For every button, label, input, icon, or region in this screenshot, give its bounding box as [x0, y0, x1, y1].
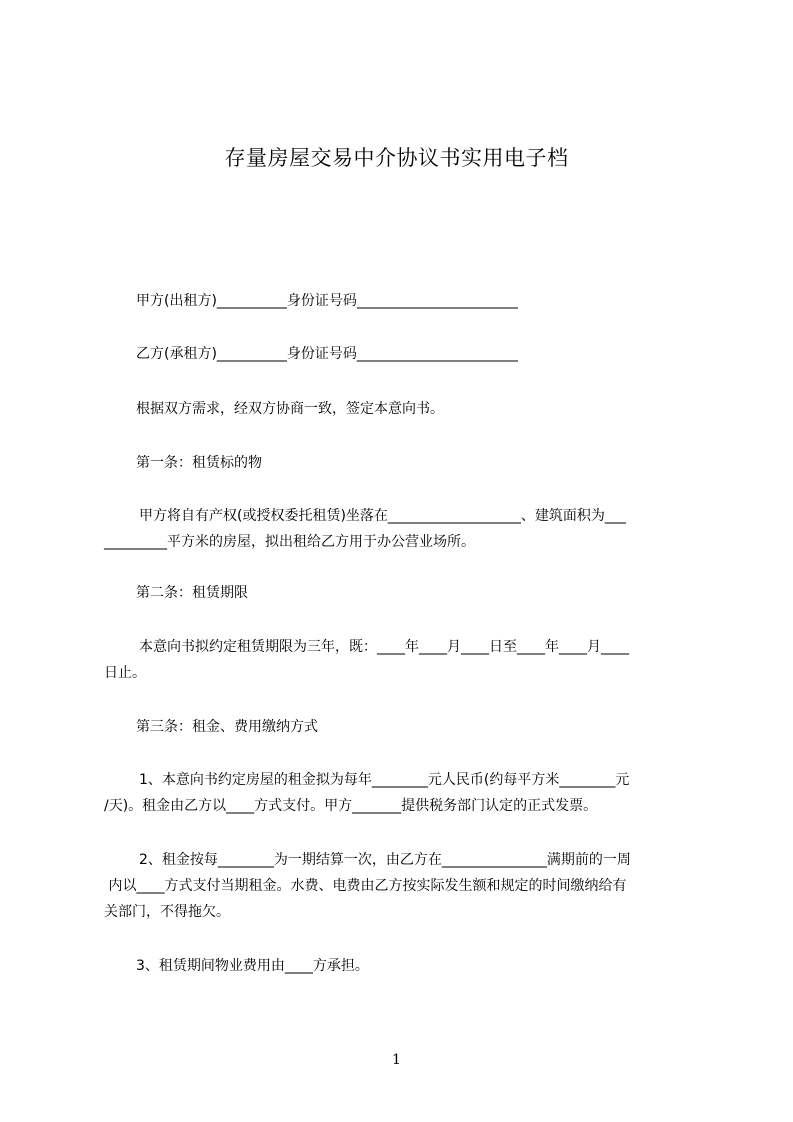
party-b-line: 乙方(承租方)__________身份证号码_______________________	[136, 346, 518, 362]
page-number: 1	[392, 1052, 401, 1068]
party-a-line: 甲方(出租方)__________身份证号码_______________________	[136, 293, 518, 309]
article3-heading: 第三条：租金、费用缴纳方式	[136, 719, 318, 735]
article2-heading: 第二条：租赁期限	[136, 585, 248, 601]
clause2-line3: 关部门，不得拖欠。	[104, 904, 230, 920]
article1-heading: 第一条：租赁标的物	[136, 455, 262, 471]
document-title: 存量房屋交易中介协议书实用电子档	[224, 146, 569, 170]
article1-line2: _________平方米的房屋，拟出租给乙方用于办公营业场所。	[104, 534, 475, 550]
article2-line1: 本意向书拟约定租赁期限为三年，既：____年____月____日至____年____月____	[139, 639, 629, 655]
clause1-line1: 1、本意向书约定房屋的租金拟为每年________元人民币(约每平方米________元	[139, 772, 630, 788]
clause3-line1: 3、租赁期间物业费用由____方承担。	[136, 958, 369, 974]
article2-line2: 日止。	[104, 665, 146, 681]
clause2-line1: 2、租金按每________为一期结算一次，由乙方在_______________满期前的一周	[139, 852, 631, 868]
preamble-paragraph: 根据双方需求，经双方协商一致，签定本意向书。	[136, 401, 444, 417]
clause2-line2: 内以____方式支付当期租金。水费、电费由乙方按实际发生额和规定的时间缴纳给有	[104, 878, 627, 894]
article1-line1: 甲方将自有产权(或授权委托租赁)坐落在___________________、建筑面积为___	[139, 508, 626, 524]
clause1-line2: /天)。租金由乙方以____方式支付。甲方_______提供税务部门认定的正式发票。	[104, 798, 598, 814]
